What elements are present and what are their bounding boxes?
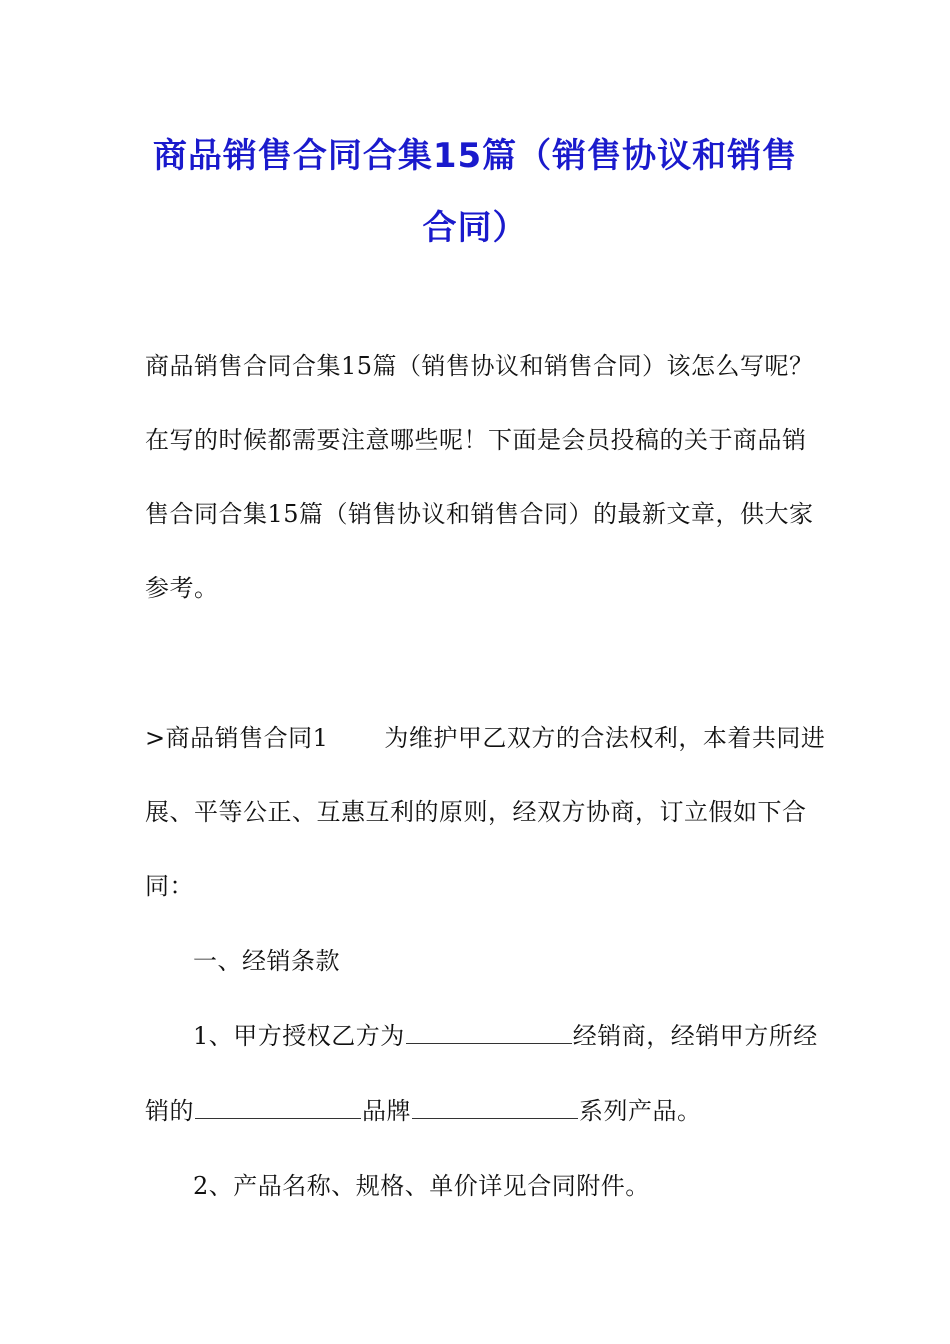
section-paragraph-line: 展、平等公正、互惠互利的原则，经双方协商，订立假如下合 xyxy=(145,798,807,826)
section-heading: >商品销售合同1 xyxy=(145,724,329,752)
document-title: 商品销售合同合集15篇（销售协议和销售 xyxy=(152,136,798,176)
section-first-line xyxy=(145,718,825,753)
intro-line: 售合同合集15篇（销售协议和销售合同）的最新文章，供大家 xyxy=(145,500,814,528)
clause-1-text: 系列产品。 xyxy=(579,1097,702,1125)
clause-1-text: 品牌 xyxy=(362,1097,411,1125)
clause-1-text: 1、甲方授权乙方为 xyxy=(193,1022,405,1050)
clause-1-line xyxy=(193,1016,818,1051)
clause-1-text: 经销商，经销甲方所经 xyxy=(572,1022,818,1050)
document-title-continued: 合同） xyxy=(422,208,528,248)
section-text: 为维护甲乙双方的合法权利，本着共同进 xyxy=(384,724,826,752)
fill-in-blank xyxy=(406,1021,572,1044)
clause-1-continued-line xyxy=(145,1091,702,1126)
clause-heading: 一、经销条款 xyxy=(193,947,340,975)
fill-in-blank xyxy=(412,1096,578,1119)
fill-in-blank xyxy=(195,1096,361,1119)
clause-2-line: 2、产品名称、规格、单价详见合同附件。 xyxy=(193,1172,650,1200)
clause-1-text: 销的 xyxy=(145,1097,194,1125)
intro-line: 商品销售合同合集15篇（销售协议和销售合同）该怎么写呢？ xyxy=(145,352,814,380)
intro-line: 在写的时候都需要注意哪些呢！下面是会员投稿的关于商品销 xyxy=(145,426,807,454)
intro-line: 参考。 xyxy=(145,574,219,602)
section-paragraph-line: 同： xyxy=(145,872,194,900)
